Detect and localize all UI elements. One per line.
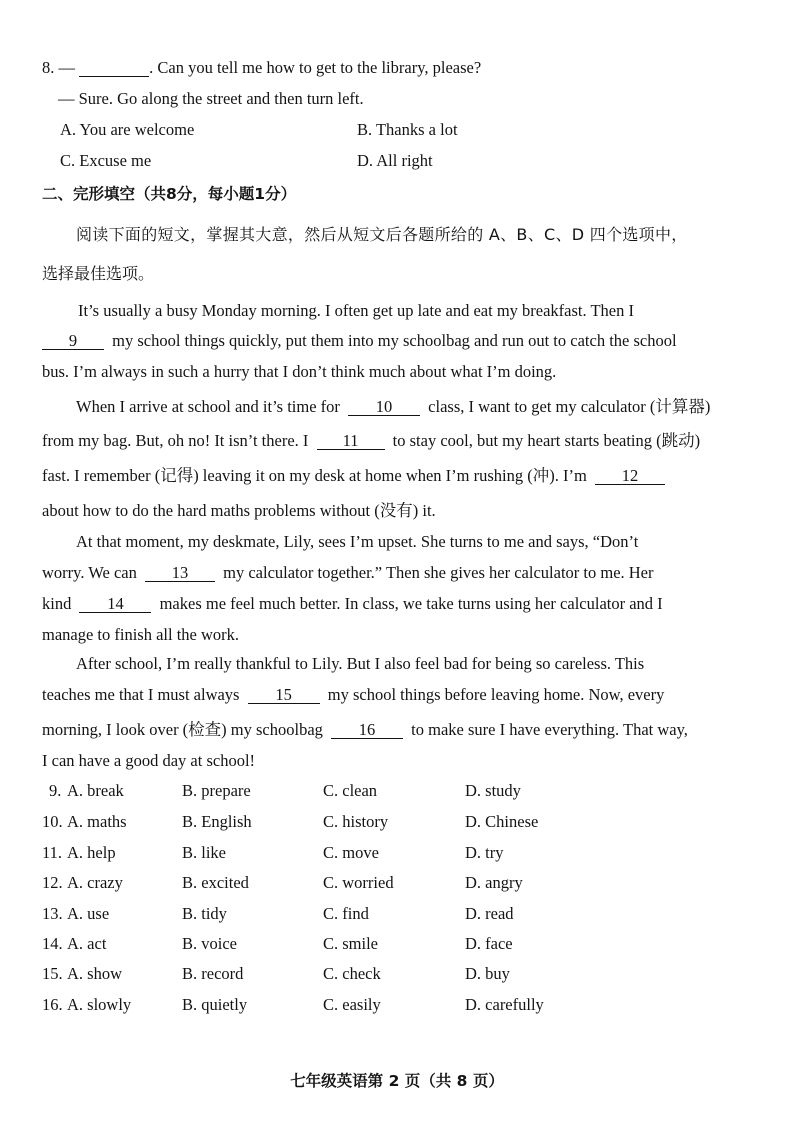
q8-reply: — Sure. Go along the street and then turn left. [58, 89, 364, 108]
choice-number: 9. [49, 781, 62, 800]
passage-line [42, 594, 663, 614]
passage-line: about how to do the hard maths problems without (没有) it. [42, 501, 436, 520]
choice-d[interactable]: D. Chinese [465, 812, 539, 831]
choice-a[interactable]: A. act [67, 934, 107, 953]
blank-11[interactable]: 11 [317, 432, 385, 450]
choice-number: 13. [42, 904, 63, 923]
choice-c[interactable]: C. move [323, 843, 379, 862]
q8-option-b[interactable]: B. Thanks a lot [357, 120, 458, 139]
blank-12[interactable]: 12 [595, 467, 665, 485]
choice-b[interactable]: B. excited [182, 873, 249, 892]
q8-number: 8. — [42, 58, 75, 77]
passage-text: kind [42, 594, 72, 613]
passage-line: After school, I’m really thankful to Lily. But I also feel bad for being so careless. This [76, 654, 645, 673]
passage-text: my calculator together.” Then she gives her calculator to me. Her [223, 563, 654, 582]
choice-b[interactable]: B. like [182, 843, 226, 862]
section-instruction-line2: 选择最佳选项。 [42, 264, 155, 283]
choice-b[interactable]: B. voice [182, 934, 237, 953]
passage-text: to stay cool, but my heart starts beating (跳动) [392, 431, 701, 450]
choice-c[interactable]: C. history [323, 812, 389, 831]
choice-b[interactable]: B. quietly [182, 995, 248, 1014]
passage-line [42, 331, 677, 351]
passage-line [42, 716, 688, 740]
choice-number: 10. [42, 812, 63, 831]
choice-d[interactable]: D. buy [465, 964, 510, 983]
passage-line: manage to finish all the work. [42, 625, 240, 644]
page-footer: 七年级英语第 2 页（共 8 页） [290, 1072, 504, 1090]
choice-d[interactable]: D. carefully [465, 995, 544, 1014]
passage-text: makes me feel much better. In class, we take turns using her calculator and I [159, 594, 663, 613]
section-title: 二、完形填空（共8分，每小题1分） [42, 185, 297, 203]
passage-line [42, 462, 665, 486]
passage-line [42, 427, 700, 451]
passage-text: my school things quickly, put them into my schoolbag and run out to catch the school [112, 331, 677, 350]
blank-13[interactable]: 13 [145, 564, 215, 582]
choice-a[interactable]: A. slowly [67, 995, 132, 1014]
passage-text: teaches me that I must always [42, 685, 240, 704]
choice-c[interactable]: C. find [323, 904, 369, 923]
passage-line: I can have a good day at school! [42, 751, 256, 770]
blank-16[interactable]: 16 [331, 721, 403, 739]
blank-14[interactable]: 14 [79, 595, 151, 613]
choice-b[interactable]: B. English [182, 812, 252, 831]
choice-a[interactable]: A. break [67, 781, 124, 800]
section-instruction-line1: 阅读下面的短文，掌握其大意，然后从短文后各题所给的 A、B、C、D 四个选项中， [76, 225, 688, 244]
passage-line [42, 563, 654, 583]
passage-line [76, 393, 710, 417]
q8-option-d[interactable]: D. All right [357, 151, 433, 170]
choice-number: 15. [42, 964, 63, 983]
choice-b[interactable]: B. prepare [182, 781, 251, 800]
choice-c[interactable]: C. check [323, 964, 381, 983]
choice-d[interactable]: D. study [465, 781, 521, 800]
choice-a[interactable]: A. use [67, 904, 110, 923]
choice-c[interactable]: C. easily [323, 995, 381, 1014]
q8-prompt-text: . Can you tell me how to get to the library, please? [149, 58, 482, 77]
choice-number: 12. [42, 873, 63, 892]
passage-line [42, 685, 664, 705]
choice-number: 11. [42, 843, 63, 862]
choice-number: 16. [42, 995, 63, 1014]
choice-b[interactable]: B. tidy [182, 904, 227, 923]
choice-d[interactable]: D. face [465, 934, 513, 953]
q8-option-c[interactable]: C. Excuse me [60, 151, 152, 170]
q8-prompt [42, 58, 481, 78]
choice-d[interactable]: D. angry [465, 873, 523, 892]
choice-c[interactable]: C. smile [323, 934, 379, 953]
blank-9[interactable]: 9 [42, 332, 104, 350]
choice-d[interactable]: D. try [465, 843, 504, 862]
q8-option-a[interactable]: A. You are welcome [60, 120, 195, 139]
choice-number: 14. [42, 934, 63, 953]
passage-text: fast. I remember (记得) leaving it on my desk at home when I’m rushing (冲). I’m [42, 466, 587, 485]
choice-c[interactable]: C. worried [323, 873, 394, 892]
choice-a[interactable]: A. maths [67, 812, 127, 831]
passage-text: When I arrive at school and it’s time for [76, 397, 340, 416]
passage-text: to make sure I have everything. That way, [411, 720, 688, 739]
choice-a[interactable]: A. crazy [67, 873, 123, 892]
passage-line: bus. I’m always in such a hurry that I don’t think much about what I’m doing. [42, 362, 557, 381]
choice-c[interactable]: C. clean [323, 781, 378, 800]
choice-b[interactable]: B. record [182, 964, 244, 983]
choice-d[interactable]: D. read [465, 904, 514, 923]
blank-15[interactable]: 15 [248, 686, 320, 704]
blank-10[interactable]: 10 [348, 398, 420, 416]
choice-a[interactable]: A. help [67, 843, 116, 862]
passage-text: my school things before leaving home. Now, every [327, 685, 665, 704]
q8-answer-blank[interactable] [79, 59, 149, 77]
passage-line: At that moment, my deskmate, Lily, sees I’m upset. She turns to me and says, “Don’t [76, 532, 639, 551]
passage-text: class, I want to get my calculator (计算器) [428, 397, 711, 416]
passage-text: worry. We can [42, 563, 137, 582]
passage-text: morning, I look over (检查) my schoolbag [42, 720, 323, 739]
passage-text: from my bag. But, oh no! It isn’t there. I [42, 431, 309, 450]
passage-line: It’s usually a busy Monday morning. I often get up late and eat my breakfast. Then I [78, 301, 634, 320]
choice-a[interactable]: A. show [67, 964, 123, 983]
